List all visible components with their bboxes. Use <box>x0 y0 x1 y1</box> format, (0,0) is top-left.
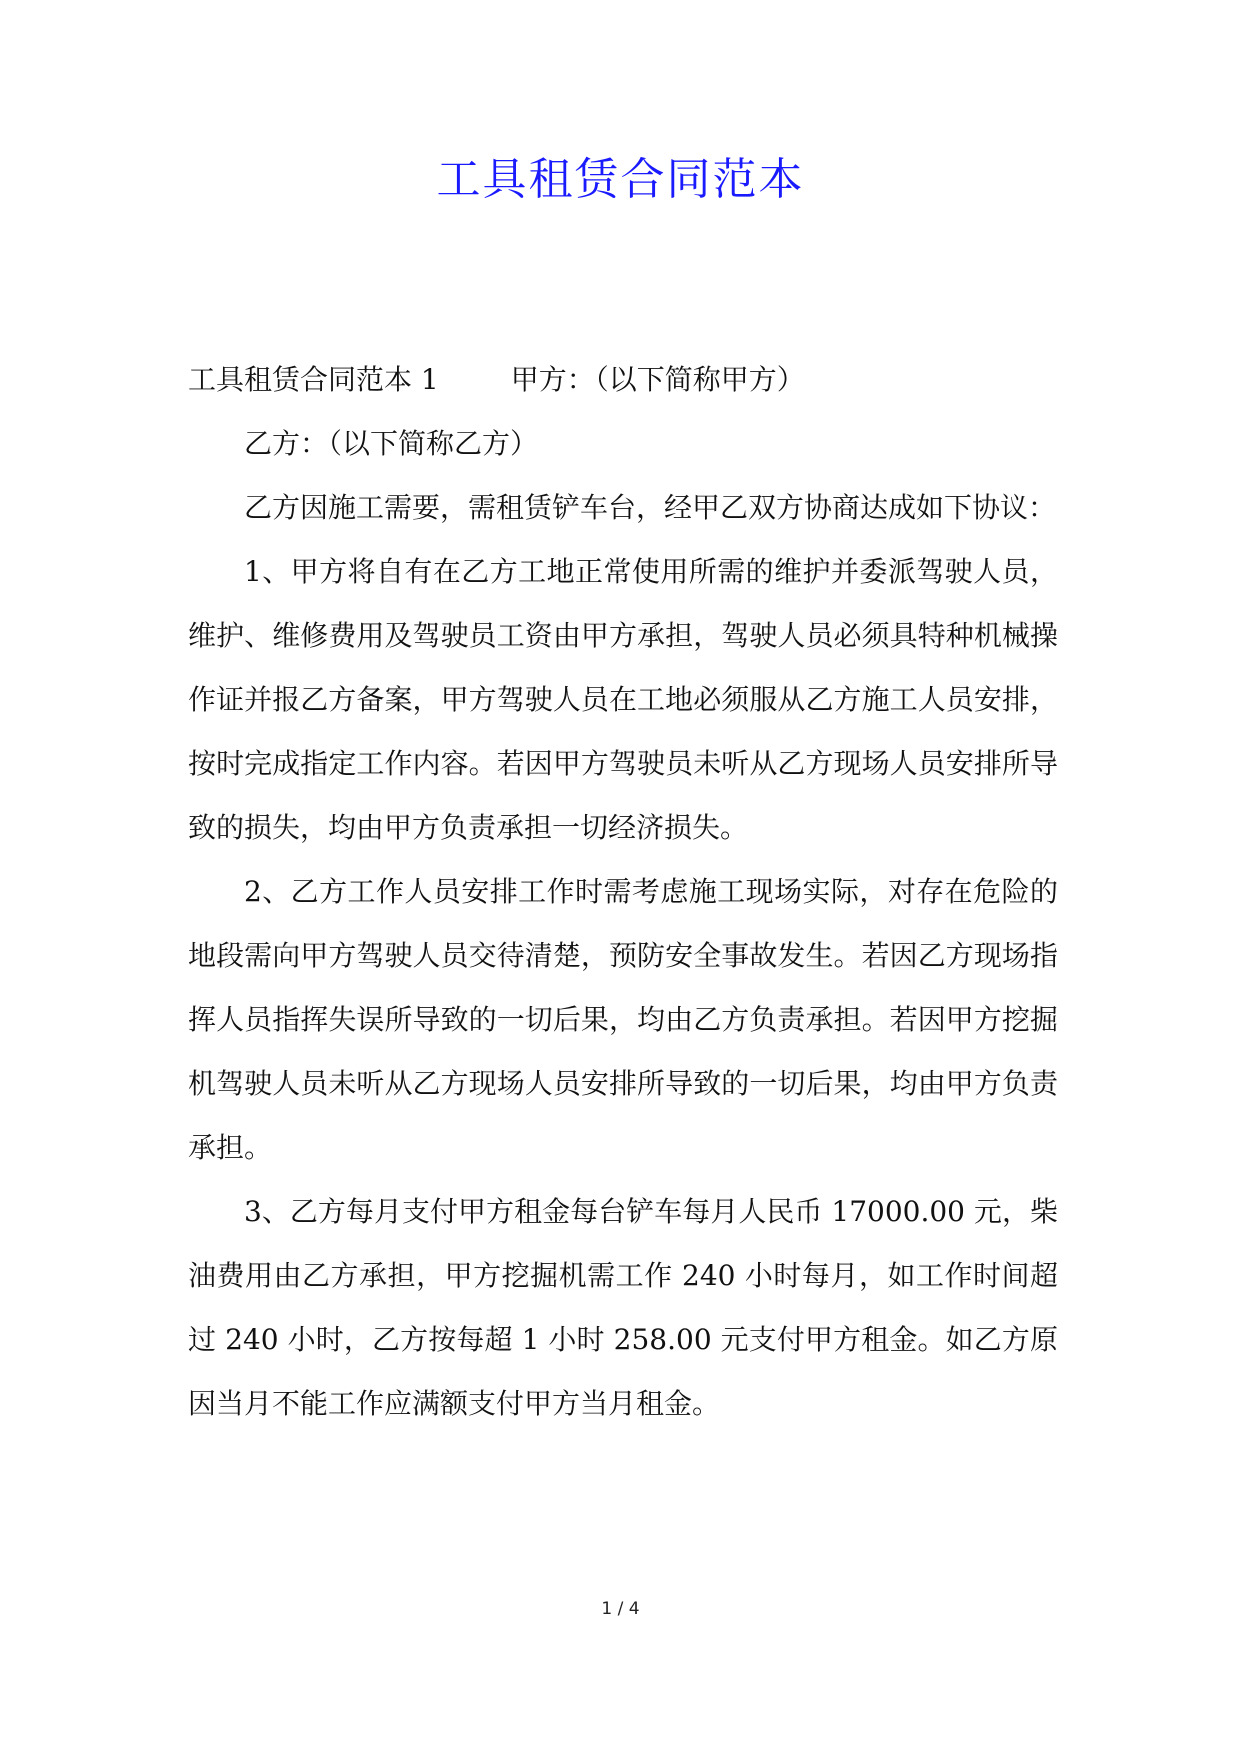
party-b-line: 乙方：（以下简称乙方） <box>244 427 539 460</box>
document-title: 工具租赁合同范本 <box>436 154 805 205</box>
intro-line <box>188 348 1058 412</box>
page-number: 1 / 4 <box>601 1599 640 1619</box>
paragraph-clause-1: 1、甲方将自有在乙方工地正常使用所需的维护并委派驾驶人员，维护、维修费用及驾驶员工资由甲方承担，驾驶人员必须具特种机械操作证并报乙方备案，甲方驾驶人员在工地必须服从乙方施工人员安排，按时完成指定工作内容。若因甲方驾驶员未听从乙方现场人员安排所导致的损失，均由甲方负责承担一切经济损失。 <box>188 555 1058 844</box>
paragraph-clause-3: 3、乙方每月支付甲方租金每台铲车每月人民币 17000.00 元，柴油费用由乙方承担，甲方挖掘机需工作 240 小时每月，如工作时间超过 240 小时，乙方按每超 1 小时 258.00 元支付甲方租金。如乙方原因当月不能工作应满额支付甲方当月租金。 <box>188 1195 1058 1420</box>
party-a-line: 甲方：（以下简称甲方） <box>510 363 805 396</box>
paragraph-clause-2: 2、乙方工作人员安排工作时需考虑施工现场实际，对存在危险的地段需向甲方驾驶人员交待清楚，预防安全事故发生。若因乙方现场指挥人员指挥失误所导致的一切后果，均由乙方负责承担。若因甲方挖掘机驾驶人员未听从乙方现场人员安排所导致的一切后果，均由甲方负责承担。 <box>188 875 1058 1164</box>
paragraph-agreement: 乙方因施工需要，需租赁铲车台，经甲乙双方协商达成如下协议： <box>244 491 1057 524</box>
contract-heading: 工具租赁合同范本 1 <box>188 363 439 396</box>
document-body <box>188 348 1058 1436</box>
